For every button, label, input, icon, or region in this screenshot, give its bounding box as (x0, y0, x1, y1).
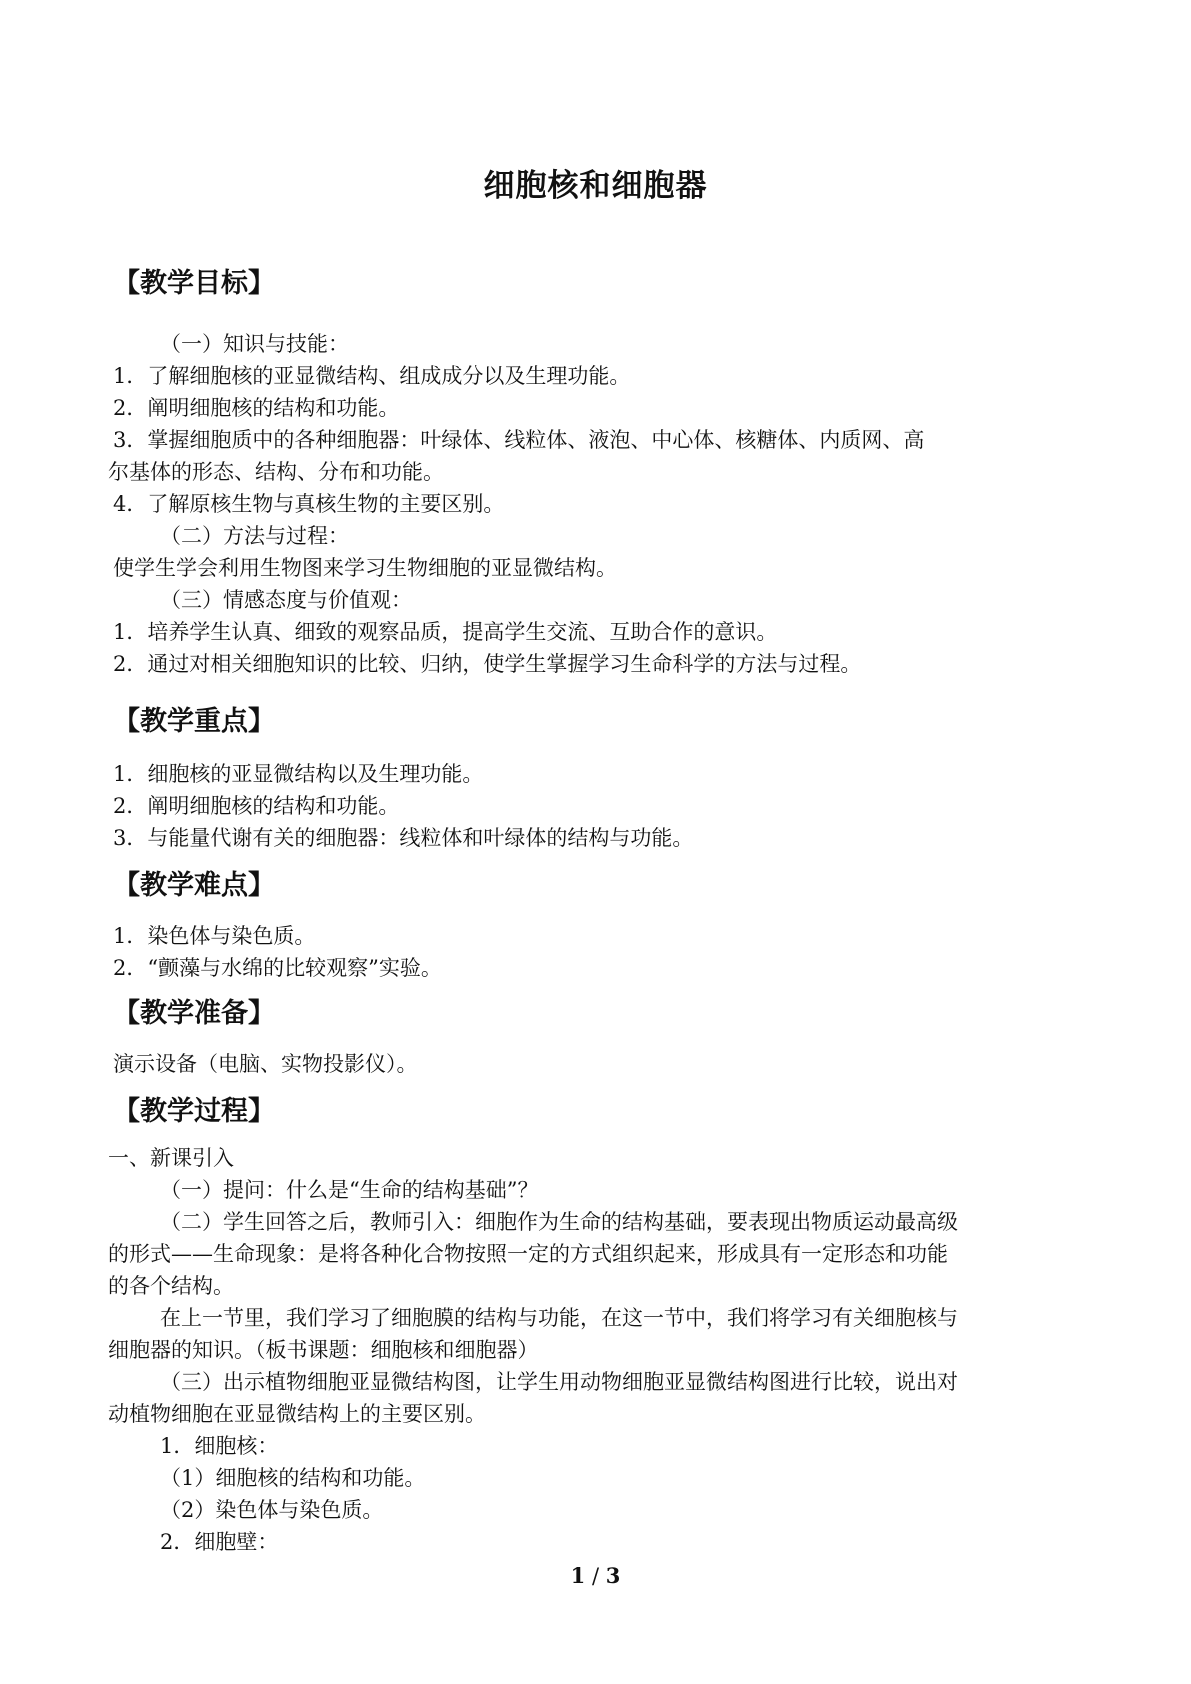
objectives-line: 1．培养学生认真、细致的观察品质，提高学生交流、互助合作的意识。 (113, 620, 778, 644)
key-points-line: 1．细胞核的亚显微结构以及生理功能。 (113, 762, 484, 786)
objectives-line: （一）知识与技能： (160, 332, 349, 356)
objectives-line: （三）情感态度与价值观： (160, 588, 412, 612)
page-separator: / (585, 1564, 606, 1588)
key-points-line: 2．阐明细胞核的结构和功能。 (113, 794, 400, 818)
key-points-line: 3．与能量代谢有关的细胞器：线粒体和叶绿体的结构与功能。 (113, 826, 694, 850)
section-heading-objectives: 【教学目标】 (113, 268, 275, 299)
difficulties-line: 2．“颤藻与水绵的比较观察”实验。 (113, 956, 442, 980)
preparation-line: 演示设备（电脑、实物投影仪）。 (113, 1052, 418, 1076)
process-line: 2．细胞壁： (160, 1530, 279, 1554)
document-title: 细胞核和细胞器 (483, 168, 708, 204)
section-heading-key-points: 【教学重点】 (113, 706, 275, 737)
objectives-line: 尔基体的形态、结构、分布和功能。 (108, 460, 444, 484)
section-heading-preparation: 【教学准备】 (113, 998, 275, 1029)
objectives-line: 2．阐明细胞核的结构和功能。 (113, 396, 400, 420)
difficulties-line: 1．染色体与染色质。 (113, 924, 316, 948)
process-line: （二）学生回答之后，教师引入：细胞作为生命的结构基础，要表现出物质运动最高级 (160, 1210, 958, 1234)
page-total: 3 (605, 1563, 621, 1588)
objectives-line: 1．了解细胞核的亚显微结构、组成成分以及生理功能。 (113, 364, 631, 388)
process-line: 的形式——生命现象：是将各种化合物按照一定的方式组织起来，形成具有一定形态和功能 (108, 1242, 948, 1266)
objectives-line: 4．了解原核生物与真核生物的主要区别。 (113, 492, 505, 516)
process-line: 动植物细胞在亚显微结构上的主要区别。 (108, 1402, 486, 1426)
process-line: 在上一节里，我们学习了细胞膜的结构与功能，在这一节中，我们将学习有关细胞核与 (160, 1306, 958, 1330)
process-line: 的各个结构。 (108, 1274, 234, 1298)
process-line: （1）细胞核的结构和功能。 (160, 1466, 426, 1490)
section-heading-process: 【教学过程】 (113, 1096, 275, 1127)
objectives-line: 2．通过对相关细胞知识的比较、归纳，使学生掌握学习生命科学的方法与过程。 (113, 652, 862, 676)
process-line: 一、新课引入 (108, 1146, 234, 1170)
objectives-line: 使学生学会利用生物图来学习生物细胞的亚显微结构。 (113, 556, 617, 580)
process-line: 1．细胞核： (160, 1434, 279, 1458)
process-line: 细胞器的知识。（板书课题：细胞核和细胞器） (108, 1338, 539, 1362)
process-line: （一）提问：什么是“生命的结构基础”？ (160, 1178, 539, 1202)
page-current: 1 (570, 1563, 586, 1588)
section-heading-difficulties: 【教学难点】 (113, 870, 275, 901)
objectives-line: （二）方法与过程： (160, 524, 349, 548)
process-line: （三）出示植物细胞亚显微结构图，让学生用动物细胞亚显微结构图进行比较，说出对 (160, 1370, 958, 1394)
objectives-line: 3．掌握细胞质中的各种细胞器：叶绿体、线粒体、液泡、中心体、核糖体、内质网、高 (113, 428, 925, 452)
process-line: （2）染色体与染色质。 (160, 1498, 384, 1522)
page-number (0, 1563, 1191, 1588)
